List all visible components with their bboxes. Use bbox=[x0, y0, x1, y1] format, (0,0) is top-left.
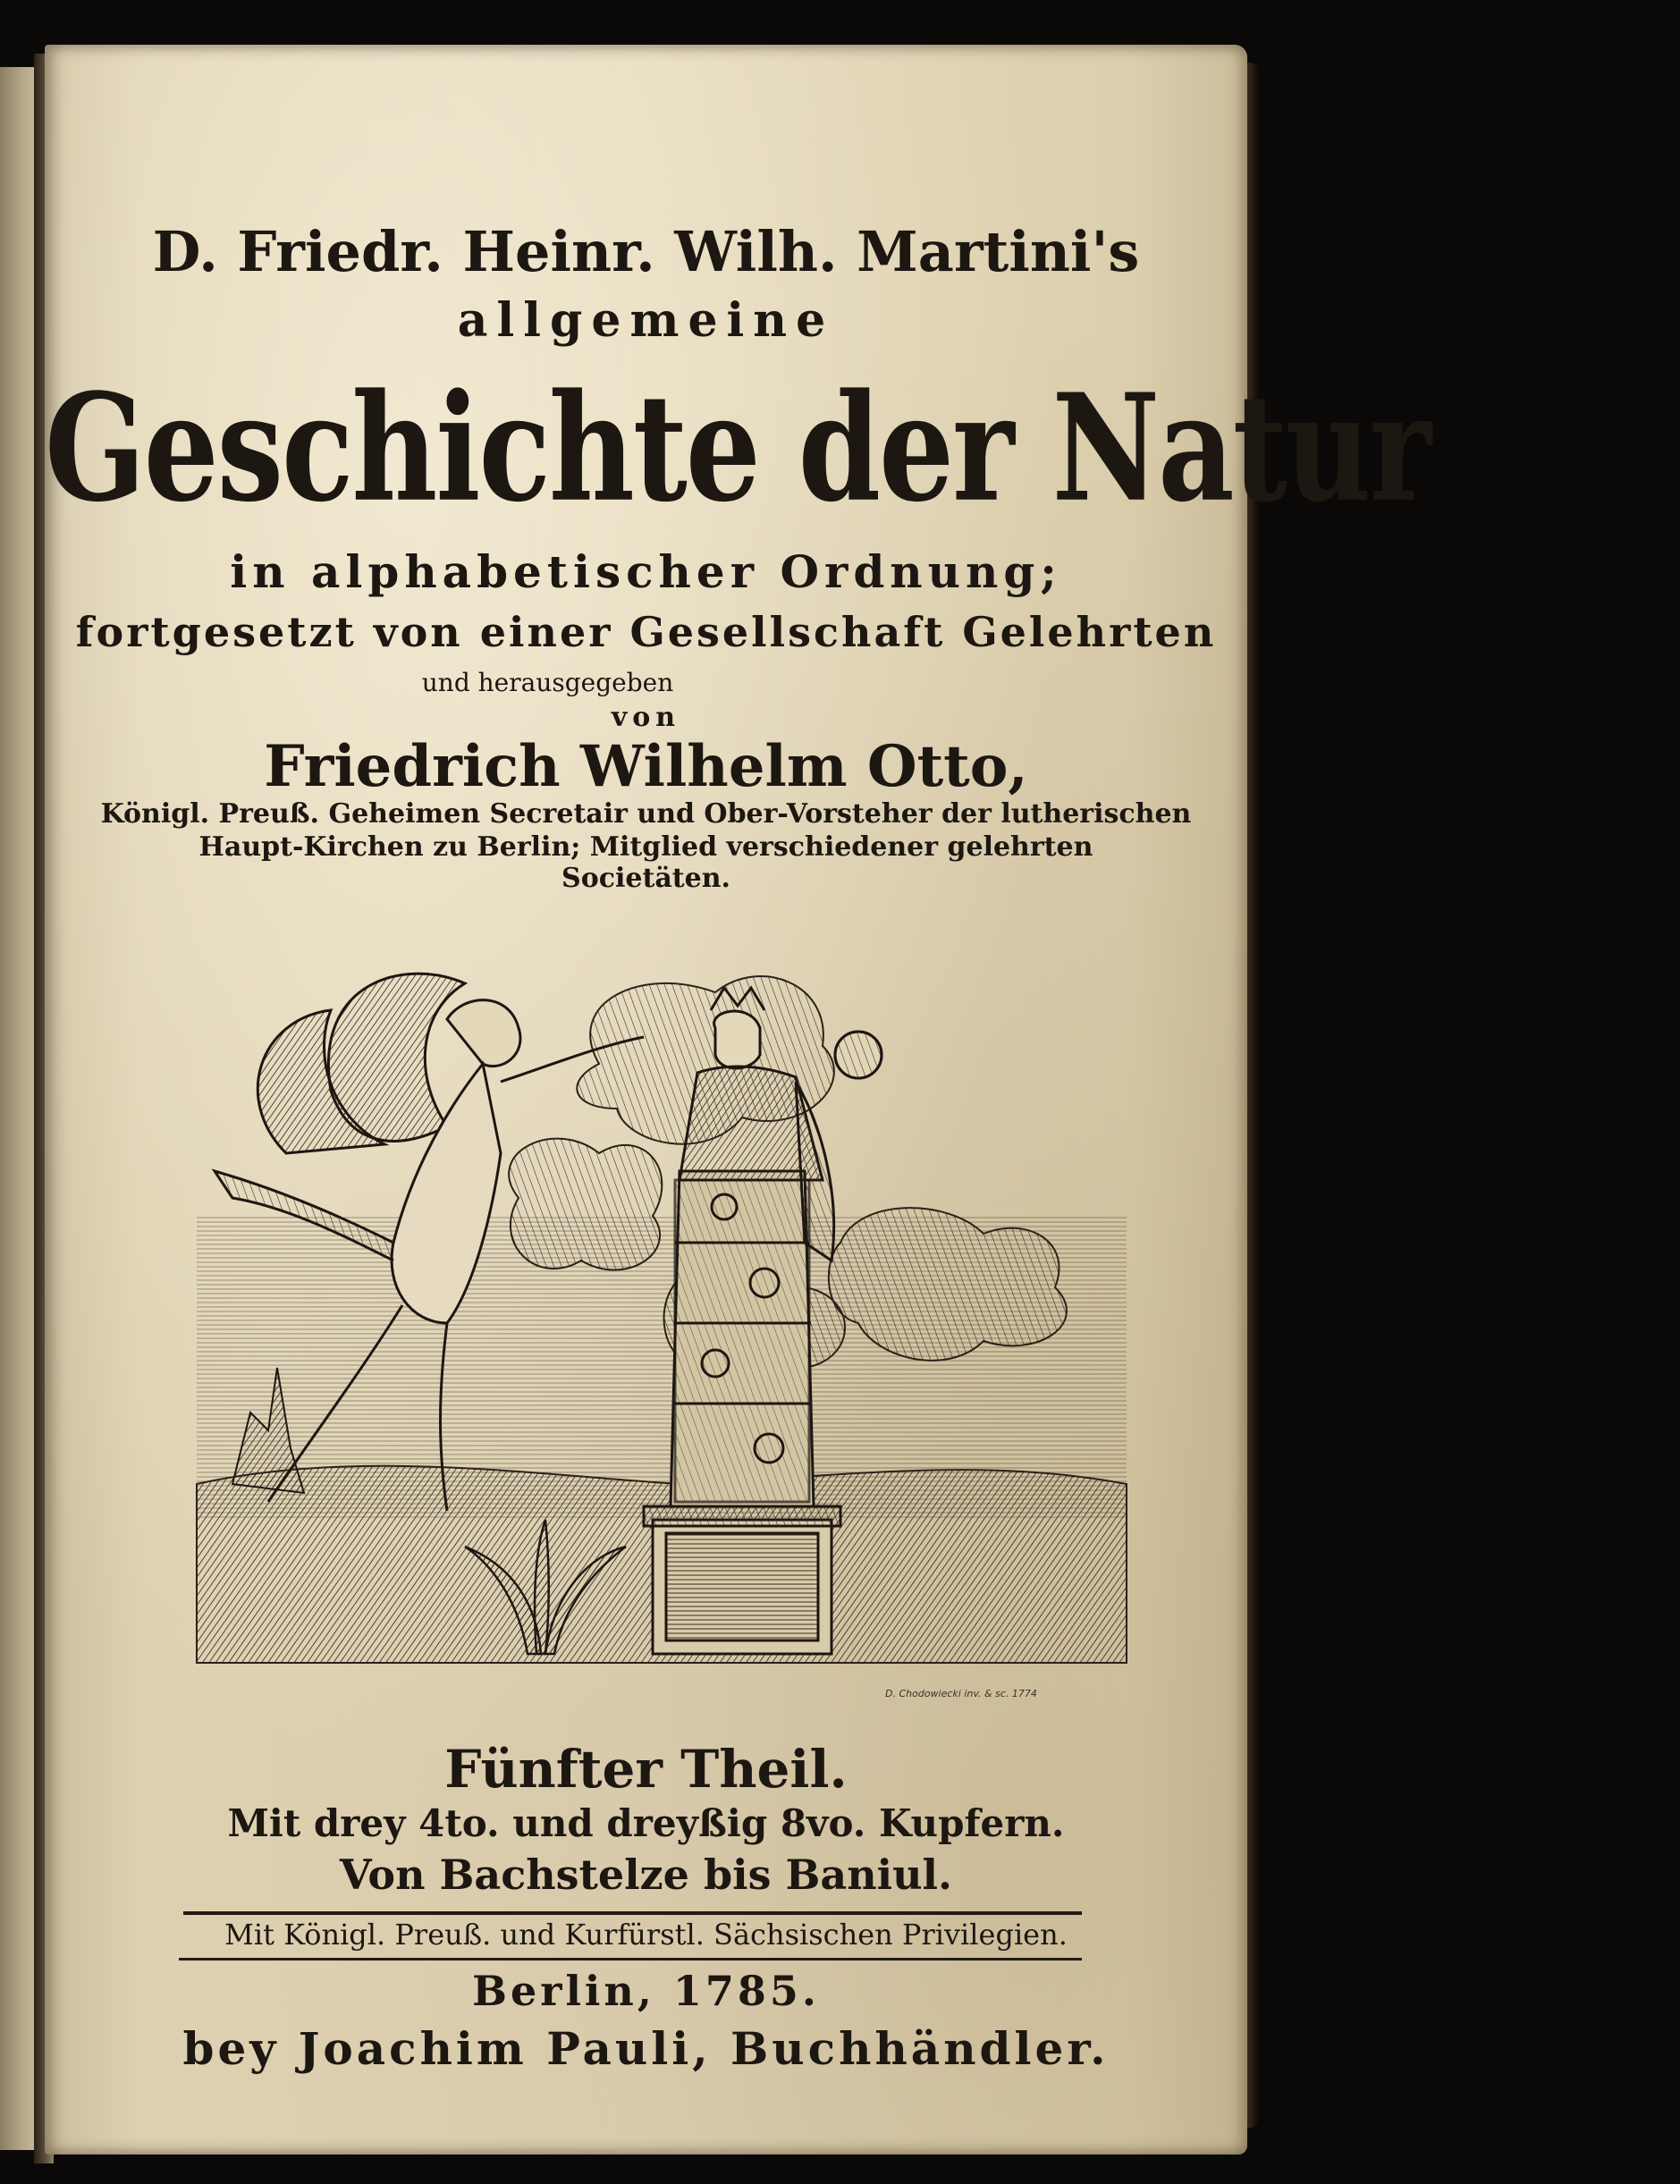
upper-rule bbox=[183, 1911, 1082, 1915]
author-line: D. Friedr. Heinr. Wilh. Martini's bbox=[152, 219, 1140, 284]
editor-name: Friedrich Wilhelm Otto, bbox=[264, 733, 1028, 800]
edited-line: und herausgegeben bbox=[421, 668, 674, 697]
order-line: in alphabetischer Ordnung; bbox=[230, 545, 1062, 598]
lower-rule bbox=[179, 1958, 1082, 1961]
column bbox=[671, 1171, 814, 1506]
editor-title-3: Societäten. bbox=[561, 863, 730, 894]
by-line: von bbox=[611, 702, 681, 733]
pedestal bbox=[644, 1506, 840, 1654]
volume-line: Fünfter Theil. bbox=[444, 1739, 848, 1800]
privilege-line: Mit Königl. Preuß. und Kurfürstl. Sächsischen Privilegien. bbox=[224, 1918, 1068, 1952]
main-title: Geschichte der Natur bbox=[45, 362, 1431, 535]
title-page bbox=[45, 45, 1431, 2154]
editor-title-2: Haupt-Kirchen zu Berlin; Mitglied verschiedener gelehrten bbox=[198, 831, 1093, 863]
place-year: Berlin, 1785. bbox=[472, 1967, 820, 2015]
allegorical-engraving bbox=[179, 948, 1144, 1672]
publisher-line: bey Joachim Pauli, Buchhändler. bbox=[182, 2022, 1110, 2075]
continued-line: fortgesetzt von einer Gesellschaft Gelehrten bbox=[75, 608, 1217, 656]
plates-line: Mit drey 4to. und dreyßig 8vo. Kupfern. bbox=[227, 1801, 1065, 1845]
adjective-line: allgemeine bbox=[457, 293, 835, 348]
range-line: Von Bachstelze bis Baniul. bbox=[339, 1851, 953, 1899]
editor-title-1: Königl. Preuß. Geheimen Secretair und Ober-Vorsteher der lutherischen bbox=[100, 798, 1192, 830]
engraver-signature: D. Chodowiecki inv. & sc. 1774 bbox=[885, 1688, 1037, 1699]
